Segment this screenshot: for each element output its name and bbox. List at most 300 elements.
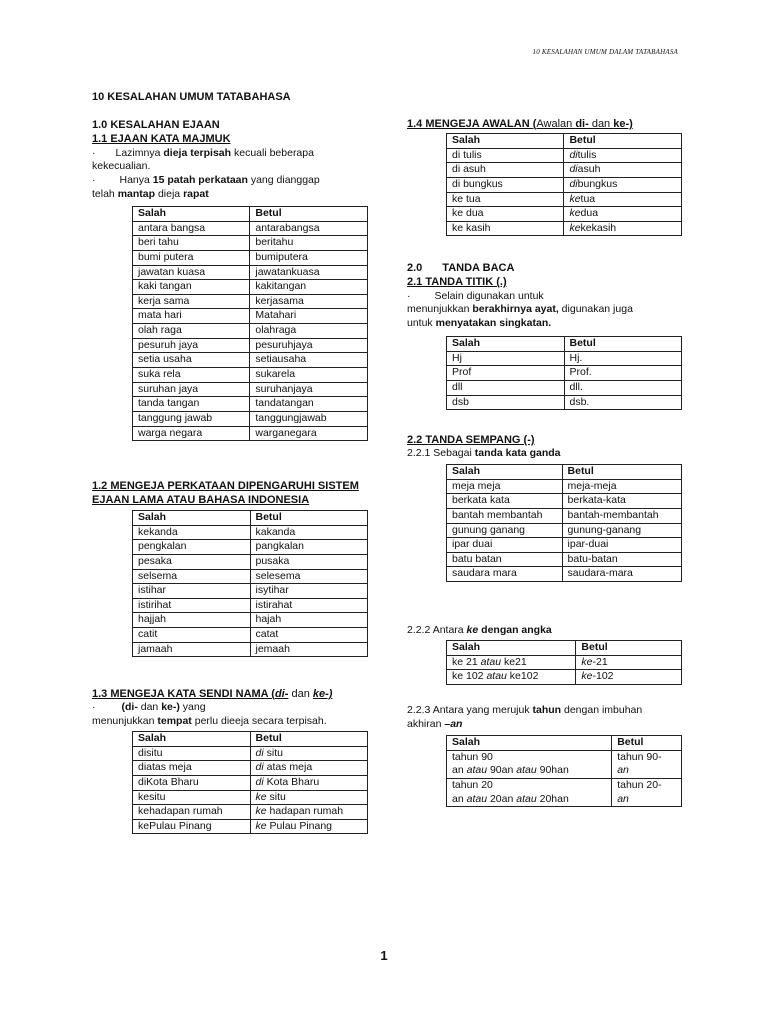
- table-ke-angka: [446, 640, 682, 685]
- cell-salah: catit: [133, 628, 251, 643]
- s20-text: TANDA BACA: [442, 262, 515, 274]
- cell-salah: tanggung jawab: [133, 411, 250, 426]
- cell-betul: dll.: [564, 380, 682, 395]
- cell-salah: jamaah: [133, 642, 251, 657]
- cell-salah: pengkalan: [133, 540, 251, 555]
- betul-rest: atas meja: [263, 761, 313, 774]
- table-row: [447, 479, 682, 494]
- salah-atau: atau: [486, 670, 507, 683]
- cell-salah: warga negara: [133, 426, 250, 441]
- table-header-row: [133, 732, 368, 747]
- cell-salah: pesuruh jaya: [133, 338, 250, 353]
- table-row: [447, 538, 682, 553]
- betul-ke: ke: [581, 655, 593, 668]
- table-row: [133, 397, 368, 412]
- cell-salah: setia usaha: [133, 353, 250, 368]
- section-1-3: [92, 687, 332, 729]
- cell-betul: [612, 778, 682, 806]
- section-2-0-title: [407, 261, 697, 275]
- cell-salah: istirihat: [133, 598, 251, 613]
- table-row: [133, 598, 368, 613]
- bullet-2-line-2: [92, 188, 382, 202]
- betul-num: -21: [592, 655, 608, 668]
- table-row: [133, 584, 368, 599]
- s21-text-1: Selain digunakan untuk: [434, 289, 544, 302]
- column-header-betul: Betul: [562, 465, 681, 480]
- s223-text-a: 2.2.3 Antara yang merujuk: [407, 704, 533, 716]
- betul-rest: tua: [580, 192, 596, 205]
- s13-title-dan: dan: [288, 688, 313, 700]
- bullet-1-text-a: Lazimnya: [115, 146, 164, 159]
- table-row: [133, 746, 368, 761]
- cell-salah: bantah membantah: [447, 508, 563, 523]
- cell-betul: bumiputera: [250, 250, 368, 265]
- cell-salah: suruhan jaya: [133, 382, 250, 397]
- bullet-1-line-2: kekecualian.: [92, 160, 151, 173]
- salah-line-2: [452, 764, 606, 778]
- table-header-row: [133, 207, 368, 222]
- cell-betul: jawatankuasa: [250, 265, 368, 280]
- section-2-2-3-line-1: [407, 704, 642, 718]
- s13-title-a: 1.3 MENGEJA KATA SENDI NAMA (: [92, 688, 275, 700]
- section-1-2-title: [92, 479, 359, 508]
- s221-text-a: 2.2.1 Sebagai: [407, 447, 475, 460]
- cell-salah: kesitu: [133, 790, 251, 805]
- table-row: [133, 368, 368, 383]
- cell-betul: [564, 177, 682, 192]
- table-row: [133, 426, 368, 441]
- cell-betul: suruhanjaya: [250, 382, 368, 397]
- table-row: [447, 163, 682, 178]
- section-2-1-title: [407, 275, 697, 289]
- betul-prefix: ke: [255, 790, 267, 803]
- column-header-betul: Betul: [576, 641, 682, 656]
- cell-salah: di bungkus: [447, 177, 564, 192]
- cell-salah: kaki tangan: [133, 280, 250, 295]
- table-header-row: [447, 641, 682, 656]
- bullet-2-text-d: dieja: [155, 187, 184, 200]
- table-row: [133, 411, 368, 426]
- bullet-mark: ·: [407, 289, 411, 302]
- table-row: [133, 525, 368, 540]
- section-1-3-title: [92, 687, 332, 701]
- s223-text-b: dengan imbuhan: [561, 704, 643, 716]
- table-row: [133, 775, 368, 790]
- betul-line-1: tahun 20-: [617, 778, 662, 791]
- table-row: [133, 236, 368, 251]
- cell-salah: tanda tangan: [133, 397, 250, 412]
- cell-salah: antara bangsa: [133, 221, 250, 236]
- cell-salah: dsb: [447, 395, 565, 410]
- cell-salah: kehadapan rumah: [133, 805, 251, 820]
- cell-betul: [612, 750, 682, 778]
- s21-text-3a: untuk: [407, 316, 436, 329]
- cell-betul: [564, 192, 682, 207]
- cell-salah: olah raga: [133, 324, 250, 339]
- s13-text-tempat: tempat: [157, 714, 192, 727]
- salah-mid: 20an: [487, 792, 517, 805]
- column-header-salah: Salah: [133, 207, 250, 222]
- table-row: [133, 540, 368, 555]
- betul-rest: asuh: [577, 163, 601, 176]
- betul-rest: kekasih: [580, 221, 617, 234]
- s13-bullet-bold-ke: ke-): [161, 701, 180, 714]
- salah-b: ke102: [506, 670, 539, 683]
- betul-line-2: an: [617, 764, 629, 777]
- betul-prefix: ke: [569, 192, 581, 205]
- section-2-2: [407, 433, 561, 461]
- s14-title-a: 1.4 MENGEJA AWALAN (: [407, 118, 537, 130]
- bullet-2-bold-mantap: mantap: [117, 187, 156, 200]
- betul-prefix: ke: [255, 805, 267, 818]
- betul-prefix: ke: [255, 819, 267, 832]
- cell-betul: sukarela: [250, 368, 368, 383]
- cell-betul: [250, 790, 367, 805]
- table-row: [447, 380, 682, 395]
- table-row: [133, 613, 368, 628]
- s13-bullet-yang: yang: [179, 701, 206, 714]
- table-row: [447, 366, 682, 381]
- salah-atau-2: atau: [516, 764, 537, 777]
- s13-title-ke: ke-): [312, 688, 333, 700]
- table-row: [133, 294, 368, 309]
- salah-end: 90han: [536, 764, 569, 777]
- cell-betul: berkata-kata: [562, 494, 681, 509]
- salah-a: ke 21: [452, 655, 481, 668]
- table-row: [133, 628, 368, 643]
- column-header-salah: Salah: [133, 732, 251, 747]
- table-row: [133, 280, 368, 295]
- cell-salah: ke dua: [447, 207, 564, 222]
- table-header-row: [447, 736, 682, 751]
- section-1-3-bullet-line-2: [92, 715, 332, 729]
- betul-ke: ke: [581, 670, 593, 683]
- betul-prefix: di: [255, 761, 264, 774]
- table-row: [447, 508, 682, 523]
- column-header-betul: Betul: [250, 207, 368, 222]
- cell-betul: pesuruhjaya: [250, 338, 368, 353]
- table-row: [133, 324, 368, 339]
- column-header-salah: Salah: [447, 134, 564, 149]
- betul-prefix: di: [569, 177, 578, 190]
- table-awalan: [446, 133, 682, 236]
- table-row: [133, 569, 368, 584]
- cell-salah: diKota Bharu: [133, 775, 251, 790]
- s223-text-an: –an: [444, 717, 463, 730]
- cell-betul: bantah-membantah: [562, 508, 681, 523]
- cell-betul: [576, 655, 682, 670]
- cell-salah: meja meja: [447, 479, 563, 494]
- cell-salah: gunung ganang: [447, 523, 563, 538]
- salah-atau-1: atau: [466, 792, 488, 805]
- table-row: [447, 192, 682, 207]
- table-row: [133, 805, 368, 820]
- table-header-row: [133, 511, 368, 526]
- s21-text-2-bold: berakhirnya ayat,: [472, 303, 559, 316]
- bullet-2-line-1: [92, 174, 382, 188]
- section-1-3-bullet-line-1: [92, 701, 332, 715]
- betul-line-2: an: [617, 792, 629, 805]
- cell-betul: gunung-ganang: [562, 523, 681, 538]
- column-header-betul: Betul: [250, 511, 368, 526]
- betul-rest: tulis: [577, 148, 597, 161]
- cell-betul: kerjasama: [250, 294, 368, 309]
- table-header-row: [447, 465, 682, 480]
- cell-betul: [250, 819, 367, 834]
- bullet-1-text-b: kecuali beberapa: [231, 146, 314, 159]
- cell-betul: [564, 148, 682, 163]
- table-row: [133, 265, 368, 280]
- cell-betul: [250, 805, 367, 820]
- table-row: [133, 309, 368, 324]
- table-tahun: [446, 735, 682, 807]
- cell-betul: antarabangsa: [250, 221, 368, 236]
- column-header-salah: Salah: [447, 641, 576, 656]
- betul-rest: Kota Bharu: [263, 775, 320, 788]
- betul-rest: hadapan rumah: [266, 805, 344, 818]
- table-row: [447, 221, 682, 236]
- cell-salah: bumi putera: [133, 250, 250, 265]
- cell-salah: diatas meja: [133, 761, 251, 776]
- column-header-salah: Salah: [133, 511, 251, 526]
- bullet-1-bold: dieja terpisah: [163, 146, 232, 159]
- cell-salah: [447, 778, 612, 806]
- section-2-2-3-line-2: [407, 718, 642, 732]
- cell-betul: Matahari: [250, 309, 368, 324]
- betul-prefix: di: [255, 775, 264, 788]
- cell-salah: jawatan kuasa: [133, 265, 250, 280]
- cell-betul: saudara-mara: [562, 567, 681, 582]
- section-2-2-title: [407, 433, 561, 447]
- betul-prefix: ke: [569, 221, 581, 234]
- salah-atau: atau: [480, 655, 502, 668]
- running-header: 10 KESALAHAN UMUM DALAM TATABAHASA: [532, 48, 678, 56]
- salah-line-1: tahun 90: [452, 750, 493, 763]
- cell-betul: [564, 207, 682, 222]
- s21-title-text: 2.1 TANDA TITIK (.): [407, 276, 507, 289]
- table-row: [447, 351, 682, 366]
- s13-text-b: perlu dieeja secara terpisah.: [191, 714, 327, 727]
- table-row: [133, 819, 368, 834]
- table-header-row: [447, 337, 682, 352]
- column-header-salah: Salah: [447, 337, 565, 352]
- cell-betul: [250, 775, 367, 790]
- cell-betul: catat: [250, 628, 368, 643]
- cell-betul: Prof.: [564, 366, 682, 381]
- bullet-2-text-b: yang dianggap: [247, 173, 320, 186]
- cell-salah: kePulau Pinang: [133, 819, 251, 834]
- cell-salah: istihar: [133, 584, 251, 599]
- bullet-mark: ·: [92, 701, 96, 714]
- cell-salah: dll: [447, 380, 565, 395]
- cell-salah: [447, 670, 576, 685]
- betul-prefix: di: [569, 148, 578, 161]
- cell-betul: [250, 746, 367, 761]
- table-row: [133, 642, 368, 657]
- cell-salah: saudara mara: [447, 567, 563, 582]
- cell-salah: [447, 655, 576, 670]
- salah-an: an: [452, 764, 467, 777]
- table-row: [447, 552, 682, 567]
- page-number: 1: [380, 948, 388, 963]
- cell-salah: kerja sama: [133, 294, 250, 309]
- s223-text-tahun: tahun: [532, 704, 562, 716]
- salah-atau-1: atau: [466, 764, 488, 777]
- column-header-salah: Salah: [447, 736, 612, 751]
- table-row: [447, 567, 682, 582]
- salah-b: ke21: [501, 655, 527, 668]
- s13-title-di: di-: [274, 688, 289, 700]
- table-row: [447, 655, 682, 670]
- cell-salah: ke tua: [447, 192, 564, 207]
- table-row: [133, 554, 368, 569]
- s14-title-dan: dan: [588, 118, 614, 130]
- s14-title-ke: ke-): [613, 118, 633, 130]
- cell-salah: di asuh: [447, 163, 564, 178]
- cell-betul: beritahu: [250, 236, 368, 251]
- salah-end: 20han: [536, 792, 569, 805]
- cell-salah: ke kasih: [447, 221, 564, 236]
- document-title: 10 KESALAHAN UMUM TATABAHASA: [92, 91, 291, 103]
- s21-text-3-bold: menyatakan singkatan.: [435, 316, 552, 329]
- table-row: [447, 523, 682, 538]
- bullet-2-text-c: telah: [92, 187, 118, 200]
- s21-text-2b: digunakan juga: [558, 303, 633, 316]
- s20-num: 2.0: [407, 262, 423, 274]
- betul-prefix: ke: [569, 207, 581, 220]
- section-1-1-title: 1.1 EJAAN KATA MAJMUK: [92, 133, 231, 146]
- table-kata-ganda: [446, 464, 682, 582]
- betul-prefix: di: [255, 746, 264, 759]
- bullet-2-bold: 15 patah perkataan: [152, 173, 248, 186]
- betul-rest: dua: [580, 207, 599, 220]
- cell-betul: olahraga: [250, 324, 368, 339]
- salah-mid: 90an: [487, 764, 517, 777]
- table-row: [447, 177, 682, 192]
- cell-salah: suka rela: [133, 368, 250, 383]
- salah-atau-2: atau: [516, 792, 537, 805]
- table-row: [447, 494, 682, 509]
- cell-betul: istirahat: [250, 598, 368, 613]
- section-1-2-title-line-1: 1.2 MENGEJA PERKATAAN DIPENGARUHI SISTEM: [92, 480, 359, 492]
- table-titik: [446, 336, 682, 410]
- cell-betul: warganegara: [250, 426, 368, 441]
- cell-salah: Hj: [447, 351, 565, 366]
- cell-betul: ipar-duai: [562, 538, 681, 553]
- cell-salah: hajjah: [133, 613, 251, 628]
- cell-betul: batu-batan: [562, 552, 681, 567]
- column-header-betul: Betul: [612, 736, 682, 751]
- cell-betul: pusaka: [250, 554, 368, 569]
- bullet-2-text-a: Hanya: [119, 173, 153, 186]
- section-2-2-3-title: [407, 704, 642, 731]
- s21-text-2a: menunjukkan: [407, 303, 473, 316]
- cell-betul: [250, 761, 367, 776]
- section-1-2-title-line-2: EJAAN LAMA ATAU BAHASA INDONESIA: [92, 494, 310, 507]
- salah-an: an: [452, 792, 467, 805]
- bullet-1-line-1: [92, 147, 382, 161]
- s221-text-bold: tanda kata ganda: [474, 447, 561, 460]
- table-row: [133, 353, 368, 368]
- table-row: [447, 395, 682, 410]
- cell-salah: di tulis: [447, 148, 564, 163]
- column-header-betul: Betul: [564, 134, 682, 149]
- s22-title-text: 2.2 TANDA SEMPANG (-): [407, 434, 535, 446]
- cell-salah: [447, 750, 612, 778]
- cell-betul: meja-meja: [562, 479, 681, 494]
- table-kata-sendi: [132, 731, 368, 834]
- s13-text-a: menunjukkan: [92, 714, 158, 727]
- betul-rest: bungkus: [577, 177, 618, 190]
- table-header-row: [447, 134, 682, 149]
- cell-betul: kakitangan: [250, 280, 368, 295]
- cell-betul: pangkalan: [250, 540, 368, 555]
- table-ejaan-lama: [132, 510, 368, 657]
- cell-betul: hajah: [250, 613, 368, 628]
- salah-line-2: [452, 793, 606, 807]
- bullet-mark: ·: [92, 146, 96, 159]
- section-1-4-title: [407, 117, 633, 131]
- cell-betul: tandatangan: [250, 397, 368, 412]
- table-row: [133, 790, 368, 805]
- s14-title-di: di-: [575, 118, 589, 130]
- cell-salah: beri tahu: [133, 236, 250, 251]
- cell-salah: pesaka: [133, 554, 251, 569]
- s222-text-bold: dengan angka: [478, 624, 552, 636]
- cell-betul: setiausaha: [250, 353, 368, 368]
- section-1-0: [92, 118, 382, 201]
- cell-salah: batu batan: [447, 552, 563, 567]
- table-row: [133, 250, 368, 265]
- section-2-2-1-title: [407, 447, 561, 461]
- salah-line-1: tahun 20: [452, 778, 493, 791]
- section-2-1-line-1: [407, 290, 697, 304]
- cell-betul: dsb.: [564, 395, 682, 410]
- cell-betul: jemaah: [250, 642, 368, 657]
- cell-betul: [564, 221, 682, 236]
- table-row: [447, 778, 682, 806]
- table-row: [133, 382, 368, 397]
- section-2-1-line-3: [407, 317, 697, 331]
- cell-salah: selsema: [133, 569, 251, 584]
- s222-text-ke: ke: [466, 624, 479, 636]
- bullet-mark: ·: [92, 173, 96, 186]
- section-2-0: [407, 261, 697, 331]
- table-row: [133, 761, 368, 776]
- column-header-salah: Salah: [447, 465, 563, 480]
- table-row: [447, 207, 682, 222]
- betul-num: -102: [592, 670, 614, 683]
- s222-text-a: 2.2.2 Antara: [407, 624, 467, 636]
- table-row: [133, 338, 368, 353]
- cell-betul: kakanda: [250, 525, 368, 540]
- cell-salah: berkata kata: [447, 494, 563, 509]
- betul-prefix: di: [569, 163, 578, 176]
- betul-rest: Pulau Pinang: [266, 819, 333, 832]
- cell-salah: ipar duai: [447, 538, 563, 553]
- betul-rest: situ: [266, 790, 286, 803]
- cell-betul: selesema: [250, 569, 368, 584]
- table-row: [447, 148, 682, 163]
- section-2-2-2-title: [407, 624, 552, 638]
- cell-betul: [564, 163, 682, 178]
- betul-line-1: tahun 90-: [617, 750, 662, 763]
- s13-bullet-bold-di: (di-: [121, 701, 138, 714]
- betul-rest: situ: [263, 746, 283, 759]
- cell-salah: disitu: [133, 746, 251, 761]
- cell-salah: Prof: [447, 366, 565, 381]
- s14-title-awalan: Awalan: [536, 118, 576, 130]
